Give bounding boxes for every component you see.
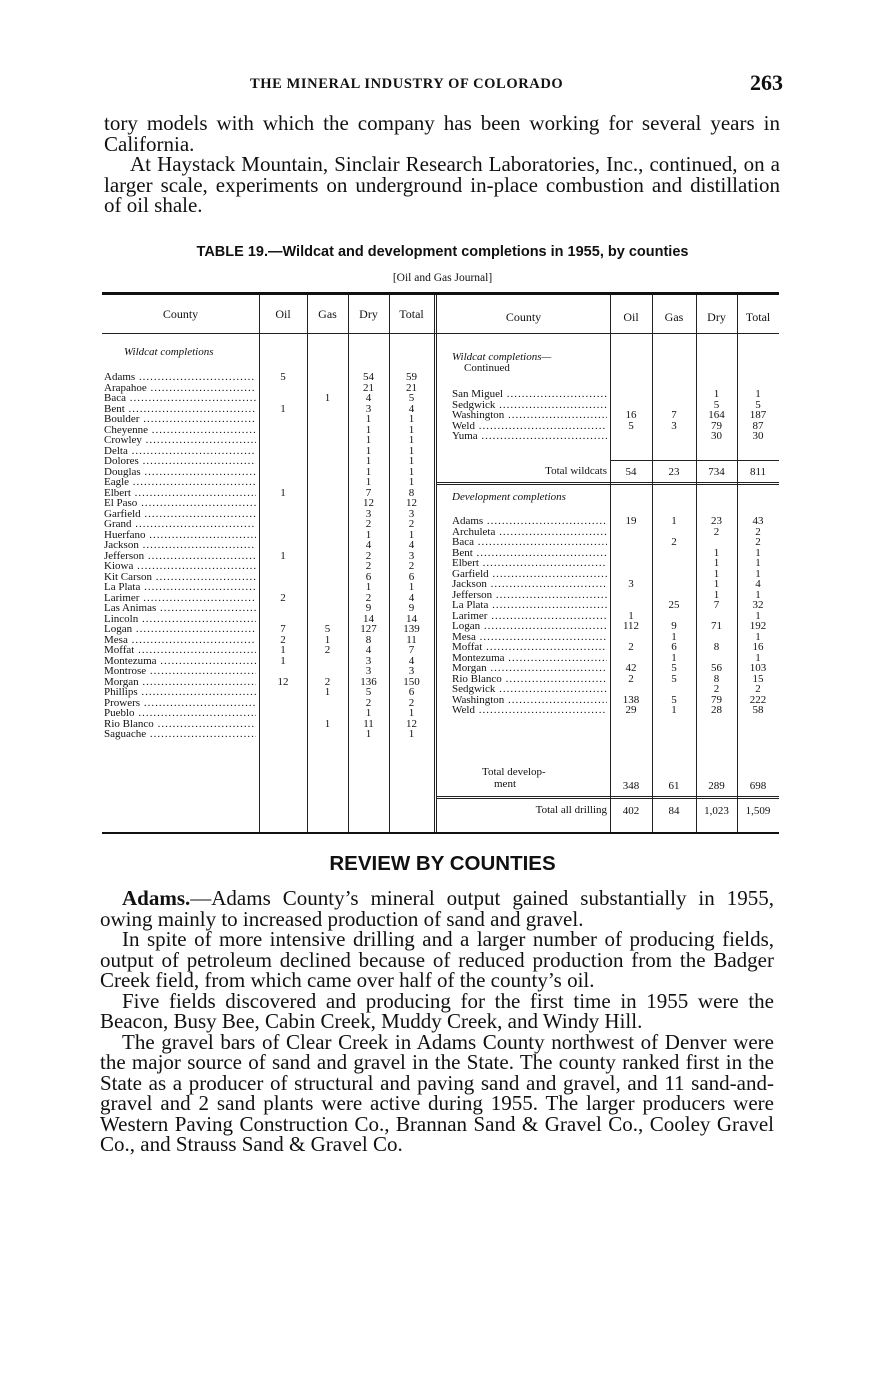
total-wildcats-label: Total wildcats (545, 465, 607, 477)
development-row-total: 1 (755, 546, 761, 559)
wildcat-row-total: 6 (408, 686, 415, 698)
development-row-dry: 8 (713, 641, 720, 653)
wildcat-row-dry: 2 (365, 560, 372, 572)
total-development-gas: 61 (668, 780, 680, 792)
total-wildcats-total: 811 (749, 466, 767, 478)
wildcat-row-dry: 54 (363, 371, 374, 383)
total-development-total: 698 (749, 780, 767, 792)
development-row-total: 58 (752, 704, 764, 716)
development-row-total: 222 (749, 693, 767, 706)
total-wildcats-gas: 23 (668, 466, 680, 478)
wildcat-row-county: Logan ..... (104, 624, 256, 635)
wildcat-row-total: 4 (408, 539, 415, 551)
development-row-gas: 9 (671, 620, 677, 632)
table-source: [Oil and Gas Journal] (392, 272, 493, 284)
wildcat-row-county: Morgan ..... (104, 677, 256, 688)
development-row-county: Baca ..... (452, 537, 607, 548)
section-label-development: Development completions (452, 491, 566, 503)
wildcat-row-county: Delta ..... (104, 446, 256, 457)
development-row-gas: 5 (671, 693, 677, 706)
wildcat-row-dry: 2 (365, 549, 372, 562)
wildcat-continued-row-dry: 30 (711, 430, 722, 442)
development-row-dry: 56 (711, 662, 722, 674)
wildcat-row-county: Eagle ..... (104, 477, 256, 488)
wildcat-row-total: 139 (403, 623, 420, 635)
development-row-dry: 1 (713, 567, 720, 580)
wildcat-row-total: 2 (408, 696, 415, 709)
wildcat-row-total: 4 (408, 591, 415, 604)
development-row-gas: 1 (671, 651, 677, 664)
wildcat-row-oil: 7 (280, 623, 286, 635)
intro-paragraph: At Haystack Mountain, Sinclair Research Laboratories, Inc., continued, on a larger scale, experiments on underground in-place combustion and distillation of oil shale. (104, 152, 780, 217)
development-row-county: Elbert ..... (452, 558, 607, 569)
wildcat-row-county: Kiowa ..... (104, 561, 256, 572)
development-row-county: Moffat ..... (452, 642, 607, 653)
wildcat-row-total: 59 (406, 371, 417, 383)
development-row-total: 192 (749, 620, 767, 632)
wildcat-continued-row-county: Weld ..... (452, 421, 607, 432)
wildcat-continued-row-gas: 3 (671, 419, 677, 432)
wildcat-row-dry: 4 (365, 392, 372, 404)
development-row-county: Montezuma ..... (452, 653, 607, 664)
wildcat-row-dry: 1 (365, 728, 372, 740)
wildcat-row-county: Huerfano ..... (104, 530, 256, 541)
wildcat-row-oil: 1 (280, 654, 286, 667)
review-text (100, 888, 774, 1155)
total-all-label: Total all drilling (535, 804, 607, 816)
wildcat-row-dry: 11 (363, 717, 374, 730)
wildcat-row-total: 1 (408, 581, 415, 593)
wildcat-row-county: Grand ..... (104, 519, 256, 530)
wildcat-row-total: 12 (406, 497, 417, 509)
wildcat-row-dry: 1 (365, 581, 372, 593)
wildcat-row-county: Cheyenne ..... (104, 425, 256, 436)
development-row-county: Bent ..... (452, 548, 607, 559)
wildcat-row-total: 6 (408, 570, 415, 583)
page-number: 263 (750, 70, 783, 95)
wildcat-continued-row-total: 87 (752, 419, 764, 432)
column-rule (610, 295, 611, 832)
development-row-total: 4 (755, 578, 761, 590)
wildcat-row-total: 8 (408, 486, 415, 499)
wildcat-row-county: Crowley ..... (104, 435, 256, 446)
wildcat-row-dry: 1 (365, 465, 372, 478)
development-row-total: 1 (755, 651, 761, 664)
development-row-total: 2 (755, 683, 761, 695)
column-rule (652, 295, 653, 832)
total-double-rule (437, 796, 779, 799)
development-row-dry: 8 (713, 672, 720, 685)
header-rule (102, 333, 779, 334)
wildcat-row-county: Dolores ..... (104, 456, 256, 467)
wildcat-row-dry: 2 (365, 591, 372, 604)
development-row-oil: 2 (628, 672, 634, 685)
wildcat-row-dry: 14 (363, 612, 374, 625)
wildcat-row-gas: 2 (324, 644, 331, 656)
wildcat-row-county: Kit Carson ..... (104, 572, 256, 583)
wildcat-continued-row-gas: 7 (671, 409, 677, 421)
development-row-dry: 1 (713, 578, 720, 590)
col-header-gas: Gas (318, 307, 337, 321)
wildcat-row-total: 150 (403, 675, 420, 688)
development-row-total: 103 (749, 662, 767, 674)
wildcat-row-dry: 9 (365, 602, 372, 614)
wildcat-row-total: 4 (408, 654, 415, 667)
development-row-total: 1 (755, 567, 761, 580)
development-row-gas: 1 (671, 515, 677, 527)
development-row-gas: 1 (671, 630, 677, 643)
development-row-total: 43 (752, 515, 764, 527)
wildcat-row-gas: 1 (324, 686, 331, 698)
total-all-gas: 84 (668, 805, 680, 817)
wildcat-row-dry: 12 (363, 497, 374, 509)
wildcat-row-oil: 1 (280, 486, 286, 499)
wildcat-row-dry: 1 (365, 444, 372, 457)
wildcat-row-dry: 4 (365, 644, 372, 656)
development-row-county: Archuleta ..... (452, 527, 607, 538)
wildcat-row-total: 5 (408, 392, 415, 404)
development-row-county: Morgan ..... (452, 663, 607, 674)
development-row-dry: 1 (713, 557, 720, 569)
wildcat-row-gas: 1 (324, 392, 331, 404)
total-all-total: 1,509 (745, 805, 771, 817)
col-header-total: Total (745, 310, 771, 324)
development-row-oil: 112 (622, 620, 640, 632)
development-row-total: 1 (755, 609, 761, 622)
wildcat-row-county: Garfield ..... (104, 509, 256, 520)
paragraph-text: —Adams County’s mineral output gained substantially in 1955, owing mainly to increased production of sand and gravel. (100, 886, 774, 931)
wildcat-continued-row-dry: 79 (711, 419, 722, 432)
development-row-county: Logan ..... (452, 621, 607, 632)
wildcat-row-dry: 3 (365, 654, 372, 667)
development-row-gas: 5 (671, 672, 677, 685)
wildcat-continued-row-county: Sedgwick ..... (452, 400, 607, 411)
development-row-county: Larimer ..... (452, 611, 607, 622)
wildcat-row-total: 1 (408, 728, 415, 740)
total-all-oil: 402 (622, 805, 640, 817)
wildcat-row-gas: 1 (324, 717, 331, 730)
wildcat-row-total: 1 (408, 455, 415, 467)
wildcat-continued-row-dry: 5 (713, 398, 720, 411)
wildcat-continued-row-county: Yuma ..... (452, 431, 607, 442)
development-row-county: Jefferson ..... (452, 590, 607, 601)
col-header-gas: Gas (664, 310, 684, 324)
wildcat-row-total: 7 (408, 644, 415, 656)
wildcat-row-total: 12 (406, 717, 417, 730)
col-header-total: Total (399, 307, 424, 321)
wildcat-row-total: 1 (408, 707, 415, 719)
development-row-county: Jackson ..... (452, 579, 607, 590)
wildcat-row-total: 1 (408, 528, 415, 541)
development-row-gas: 1 (671, 704, 677, 716)
review-paragraph (100, 888, 774, 929)
wildcat-row-oil: 12 (277, 675, 289, 688)
wildcat-row-total: 2 (408, 560, 415, 572)
intro-paragraph: tory models with which the company has been working for several years in California. (104, 111, 780, 156)
development-row-oil: 2 (628, 641, 634, 653)
development-row-gas: 2 (671, 536, 677, 548)
wildcat-row-total: 3 (408, 665, 415, 677)
wildcat-row-dry: 6 (365, 570, 372, 583)
wildcat-continued-row-oil: 5 (628, 419, 634, 432)
wildcat-continued-row-oil: 16 (625, 409, 637, 421)
wildcat-row-county: Arapahoe ..... (104, 383, 256, 394)
wildcat-row-total: 1 (408, 476, 415, 488)
development-row-total: 2 (755, 525, 761, 538)
wildcat-row-county: Bent ..... (104, 404, 256, 415)
total-wildcats-oil: 54 (625, 466, 637, 478)
wildcat-row-total: 1 (408, 423, 415, 436)
development-row-oil: 42 (625, 662, 637, 674)
wildcat-row-county: Adams ..... (104, 372, 256, 383)
development-row-county: Washington ..... (452, 695, 607, 706)
wildcat-row-dry: 2 (365, 696, 372, 709)
col-header-dry: Dry (707, 310, 726, 324)
wildcat-row-total: 21 (406, 381, 417, 394)
wildcat-row-total: 1 (408, 444, 415, 457)
total-development-label-2: ment (494, 778, 516, 790)
wildcat-continued-row-county: San Miguel ..... (452, 389, 607, 400)
development-row-oil: 19 (625, 515, 637, 527)
wildcat-row-dry: 1 (365, 455, 372, 467)
wildcat-row-gas: 1 (324, 633, 331, 646)
review-paragraph: Five fields discovered and producing for the first time in 1955 were the Beacon, Busy Bee, Cabin Creek, Muddy Creek, and Windy Hill. (100, 988, 774, 1033)
section-label-wildcat-continued: Wildcat completions— (452, 351, 552, 363)
wildcat-row-dry: 8 (365, 633, 372, 646)
county-lead: Adams. (122, 886, 191, 910)
development-row-dry: 23 (711, 515, 722, 527)
wildcat-row-dry: 136 (360, 675, 377, 688)
development-row-county: La Plata ..... (452, 600, 607, 611)
development-row-county: Mesa ..... (452, 632, 607, 643)
wildcat-row-dry: 127 (360, 623, 377, 635)
wildcat-row-county: Rio Blanco ..... (104, 719, 256, 730)
wildcat-row-dry: 2 (365, 518, 372, 530)
total-development-oil: 348 (622, 780, 640, 792)
wildcat-row-oil: 5 (280, 371, 286, 383)
wildcat-row-oil: 2 (280, 633, 286, 646)
wildcat-row-total: 4 (408, 402, 415, 415)
section-label-continued: Continued (464, 362, 510, 374)
column-rule (307, 295, 308, 832)
development-row-oil: 3 (628, 578, 634, 590)
development-row-gas: 5 (671, 662, 677, 674)
wildcat-row-county: Moffat ..... (104, 645, 256, 656)
wildcat-row-county: Boulder ..... (104, 414, 256, 425)
wildcat-row-dry: 1 (365, 423, 372, 436)
wildcat-row-oil: 2 (280, 591, 286, 604)
col-header-oil: Oil (623, 310, 639, 324)
wildcat-continued-row-total: 5 (755, 398, 761, 411)
wildcat-row-dry: 1 (365, 413, 372, 425)
development-row-dry: 1 (713, 546, 720, 559)
development-row-oil: 29 (625, 704, 637, 716)
wildcat-row-total: 1 (408, 434, 415, 446)
development-row-gas: 25 (668, 599, 680, 611)
wildcat-row-dry: 3 (365, 665, 372, 677)
center-double-rule (434, 295, 437, 832)
wildcat-row-oil: 1 (280, 644, 286, 656)
section-title: REVIEW BY COUNTIES (329, 852, 556, 875)
wildcat-row-county: El Paso ..... (104, 498, 256, 509)
wildcat-row-county: Lincoln ..... (104, 614, 256, 625)
wildcat-row-county: Las Animas ..... (104, 603, 256, 614)
intro-text (104, 113, 780, 216)
wildcat-continued-row-total: 30 (752, 430, 764, 442)
development-row-dry: 28 (711, 704, 722, 716)
wildcat-row-dry: 1 (365, 476, 372, 488)
running-title: THE MINERAL INDUSTRY OF COLORADO (250, 76, 564, 92)
col-header-oil: Oil (275, 307, 291, 321)
total-development-dry: 289 (708, 780, 725, 792)
wildcat-row-dry: 3 (365, 402, 372, 415)
wildcat-row-total: 3 (408, 507, 415, 520)
development-row-dry: 79 (711, 693, 722, 706)
wildcat-continued-row-county: Washington ..... (452, 410, 607, 421)
wildcat-row-county: Douglas ..... (104, 467, 256, 478)
subtotal-rule (610, 460, 779, 461)
wildcat-row-county: Mesa ..... (104, 635, 256, 646)
total-all-dry: 1,023 (704, 805, 729, 817)
wildcat-row-county: Jefferson ..... (104, 551, 256, 562)
wildcat-row-county: Elbert ..... (104, 488, 256, 499)
wildcat-row-dry: 1 (365, 434, 372, 446)
total-double-rule (437, 482, 779, 485)
wildcat-row-total: 1 (408, 413, 415, 425)
wildcat-row-gas: 2 (324, 675, 331, 688)
wildcat-row-total: 2 (408, 518, 415, 530)
wildcat-row-dry: 1 (365, 528, 372, 541)
development-row-total: 32 (752, 599, 764, 611)
development-row-dry: 2 (713, 683, 720, 695)
wildcat-row-county: Baca ..... (104, 393, 256, 404)
development-row-county: Rio Blanco ..... (452, 674, 607, 685)
development-row-county: Adams ..... (452, 516, 607, 527)
wildcat-row-gas: 5 (324, 623, 331, 635)
development-row-total: 15 (752, 672, 764, 685)
total-development-label: Total develop- (482, 766, 546, 778)
wildcat-row-dry: 7 (365, 486, 372, 499)
wildcat-row-total: 11 (406, 633, 417, 646)
wildcat-row-dry: 3 (365, 507, 372, 520)
wildcat-row-county: Phillips ..... (104, 687, 256, 698)
section-label-wildcat: Wildcat completions (124, 346, 214, 358)
wildcat-row-county: Pueblo ..... (104, 708, 256, 719)
development-row-total: 1 (755, 630, 761, 643)
development-row-total: 1 (755, 588, 761, 601)
development-row-oil: 138 (622, 693, 640, 706)
wildcat-row-total: 14 (406, 612, 417, 625)
development-row-dry: 1 (713, 588, 720, 601)
development-row-gas: 6 (671, 641, 677, 653)
development-row-county: Garfield ..... (452, 569, 607, 580)
development-row-dry: 7 (713, 599, 720, 611)
review-paragraph: In spite of more intensive drilling and a larger number of producing fields, output of petroleum declined because of reduced production from the Badger Creek field, from which came over half of the county’s oil. (100, 927, 774, 992)
wildcat-continued-row-dry: 1 (713, 388, 720, 400)
wildcat-row-total: 9 (408, 602, 415, 614)
wildcat-row-dry: 5 (365, 686, 372, 698)
wildcat-row-oil: 1 (280, 549, 286, 562)
table-caption: TABLE 19.—Wildcat and development completions in 1955, by counties (196, 244, 689, 260)
running-header (100, 70, 785, 100)
col-header-dry: Dry (359, 307, 378, 321)
wildcat-row-dry: 1 (365, 707, 372, 719)
wildcat-row-county: Montezuma ..... (104, 656, 256, 667)
wildcat-row-dry: 4 (365, 539, 372, 551)
development-row-total: 16 (752, 641, 764, 653)
wildcat-row-county: Montrose ..... (104, 666, 256, 677)
wildcat-row-total: 1 (408, 465, 415, 478)
development-row-total: 2 (755, 536, 761, 548)
wildcat-continued-row-total: 1 (755, 388, 761, 400)
completions-table (102, 292, 779, 834)
development-row-dry: 2 (713, 525, 720, 538)
wildcat-row-dry: 21 (363, 381, 374, 394)
wildcat-row-oil: 1 (280, 402, 286, 415)
wildcat-row-county: Prowers ..... (104, 698, 256, 709)
development-row-county: Weld ..... (452, 705, 607, 716)
development-row-dry: 71 (711, 620, 722, 632)
development-row-oil: 1 (628, 609, 634, 622)
wildcat-row-county: Larimer ..... (104, 593, 256, 604)
wildcat-continued-row-dry: 164 (708, 409, 725, 421)
wildcat-row-county: Jackson ..... (104, 540, 256, 551)
wildcat-row-total: 3 (408, 549, 415, 562)
development-row-county: Sedgwick ..... (452, 684, 607, 695)
col-header-county: County (505, 310, 542, 324)
review-paragraph: The gravel bars of Clear Creek in Adams County northwest of Denver were the major source of sand and gravel in the State. The county ranked first in the State as a producer of structural and paving sand and gravel, and 11 sand-and-gravel and 2 sand plants were active during 1955. The larger producers were Western Paving Construction Co., Brannan Sand & Gravel Co., Cooley Gravel Co., and Strauss Sand & Gravel Co. (100, 1029, 774, 1156)
wildcat-continued-row-total: 187 (749, 409, 767, 421)
total-wildcats-dry: 734 (708, 466, 725, 478)
development-row-total: 1 (755, 557, 761, 569)
wildcat-row-county: La Plata ..... (104, 582, 256, 593)
col-header-county: County (162, 307, 199, 321)
wildcat-row-county: Saguache ..... (104, 729, 256, 740)
